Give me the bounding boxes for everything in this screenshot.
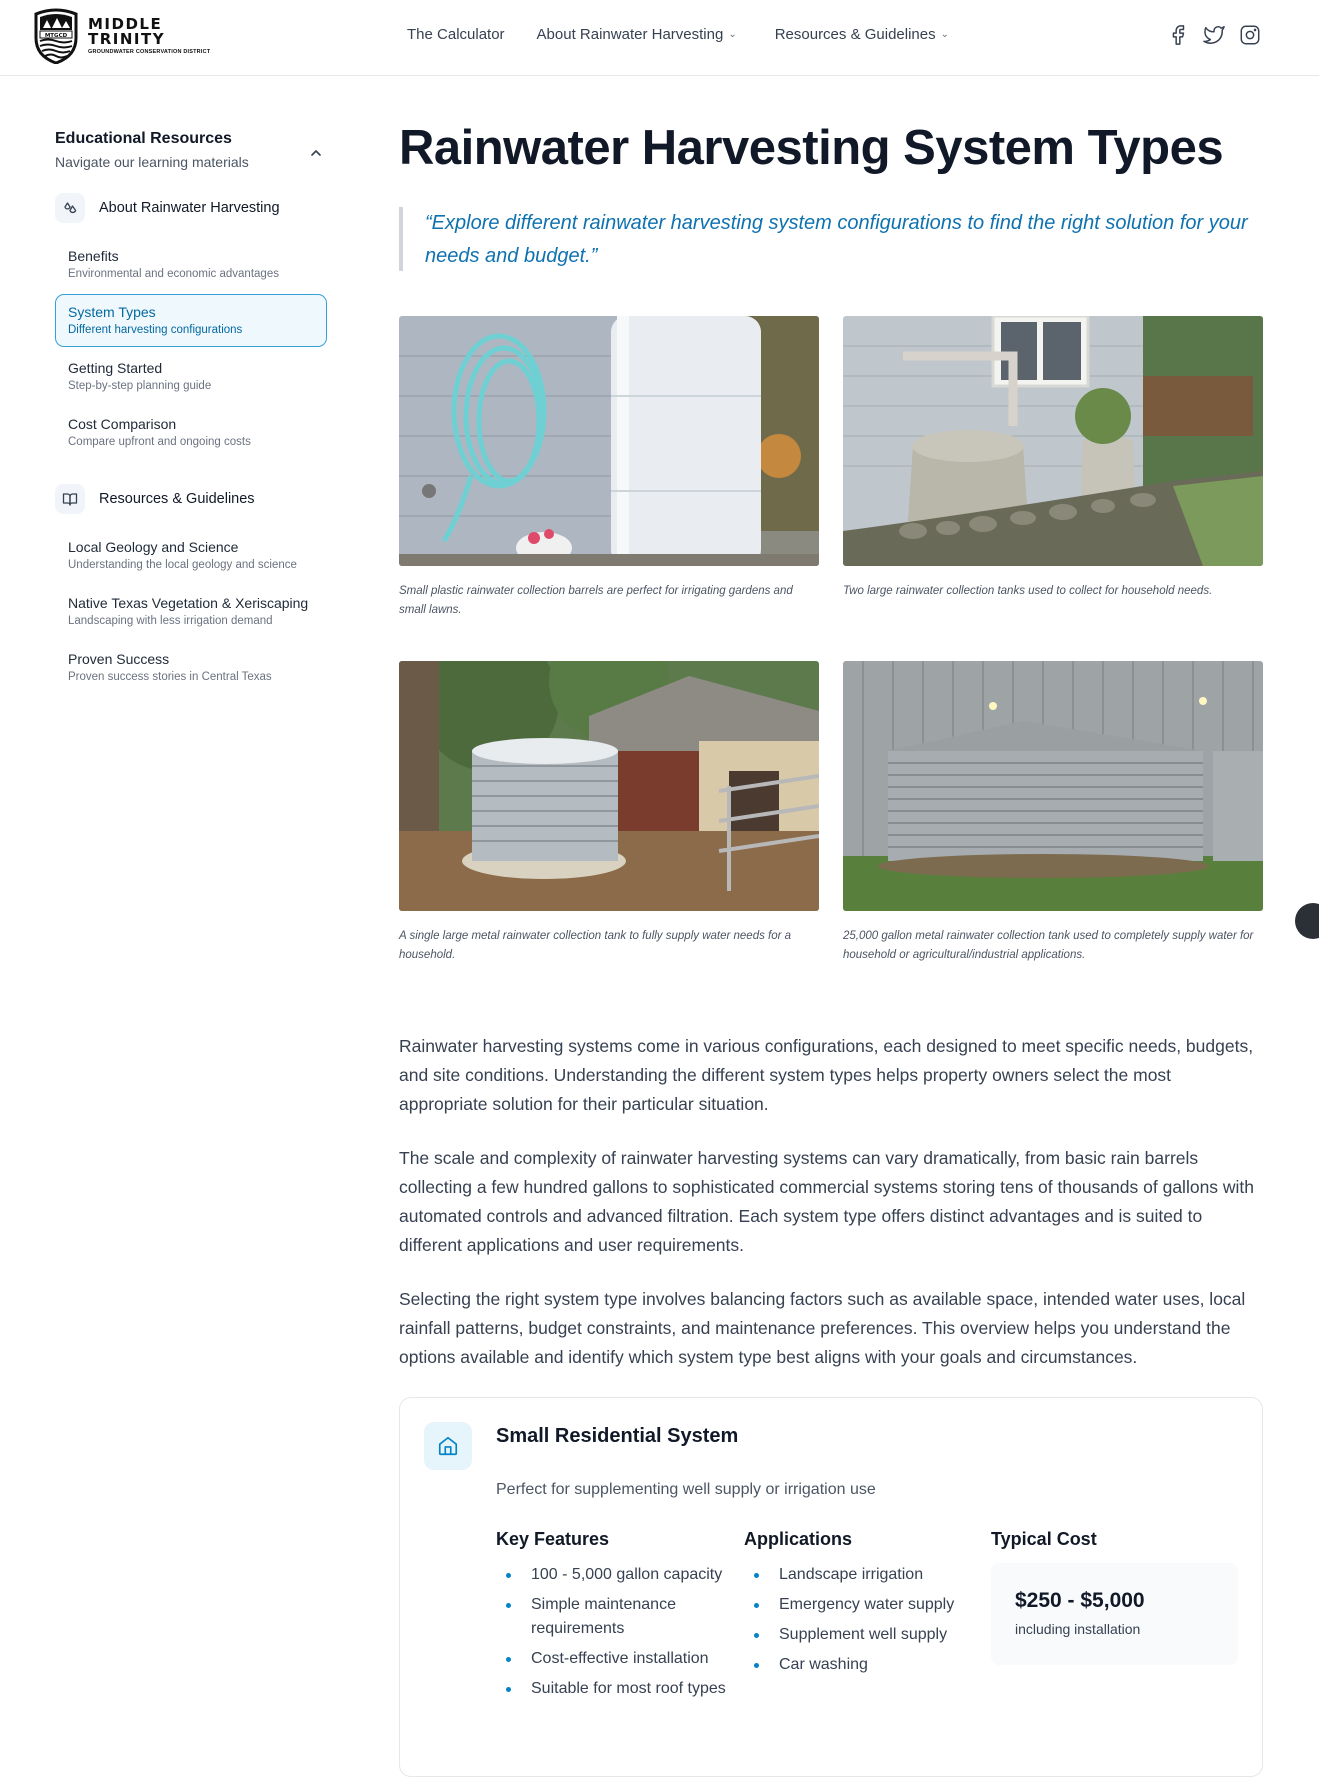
- nav-about-rainwater[interactable]: [537, 26, 737, 43]
- body-paragraph: The scale and complexity of rainwater harvesting systems can vary dramatically, from basic rain barrels collecting a few hundred gallons to sophisticated commercial systems storing tens of thousands of gallons with automated controls and advanced filtration. Each system type offers distinct advantages and is suited to different applications and user requirements.: [399, 1148, 1255, 1255]
- sidebar-item-cost-comparison[interactable]: [55, 406, 327, 459]
- list-item: Emergency water supply: [744, 1593, 984, 1617]
- sidebar-item-title: Local Geology and Science: [68, 539, 239, 555]
- logo-text-line2: TRINITY: [88, 30, 166, 48]
- sidebar-subtitle: Navigate our learning materials: [55, 154, 249, 170]
- figure-caption: 25,000 gallon metal rainwater collection tank used to completely supply water for household or agricultural/industrial applications.: [843, 930, 1254, 961]
- sidebar-item-title: Proven Success: [68, 651, 170, 667]
- main-nav: [407, 26, 949, 43]
- photo-household-tanks: [843, 316, 1263, 566]
- chevron-down-icon: ⌄: [728, 29, 737, 40]
- sidebar: [55, 130, 327, 697]
- water-drops-icon: [55, 193, 85, 223]
- sidebar-item-getting-started[interactable]: [55, 350, 327, 403]
- column-heading: Applications: [744, 1529, 853, 1549]
- sidebar-item-title: Native Texas Vegetation & Xeriscaping: [68, 595, 309, 611]
- feature-list: [496, 1563, 736, 1701]
- gallery-figure: [399, 661, 819, 965]
- sidebar-item-desc: Landscaping with less irrigation demand: [68, 615, 273, 627]
- body-paragraph: Rainwater harvesting systems come in various configurations, each designed to meet specific needs, budgets, and site conditions. Understanding the different system types helps property owners select the most appropriate solution for their particular situation.: [399, 1036, 1254, 1114]
- list-item: Cost-effective installation: [496, 1647, 736, 1671]
- gallery-figure: [843, 661, 1263, 965]
- sidebar-items-resources: [55, 529, 327, 694]
- sidebar-item-proven-success[interactable]: [55, 641, 327, 694]
- photo-large-metal-tank: [843, 661, 1263, 911]
- list-item: Landscape irrigation: [744, 1563, 984, 1587]
- home-icon: [424, 1422, 472, 1470]
- twitter-icon[interactable]: [1203, 24, 1225, 46]
- sidebar-item-title: Benefits: [68, 248, 119, 264]
- site-logo[interactable]: [32, 8, 210, 64]
- floating-widget-button[interactable]: [1295, 903, 1319, 939]
- photo-rain-barrel: [399, 316, 819, 566]
- figure-caption: A single large metal rainwater collection tank to fully supply water needs for a household.: [399, 930, 792, 961]
- sidebar-item-local-geology[interactable]: [55, 529, 327, 582]
- card-title: Small Residential System: [496, 1425, 739, 1447]
- figure-caption: Small plastic rainwater collection barrels are perfect for irrigating gardens and small lawns.: [399, 585, 793, 616]
- sidebar-item-desc: Proven success stories in Central Texas: [68, 671, 272, 683]
- cost-box: [991, 1563, 1238, 1665]
- column-heading: Key Features: [496, 1529, 610, 1549]
- sidebar-item-native-vegetation[interactable]: [55, 585, 327, 638]
- sidebar-item-desc: Step-by-step planning guide: [68, 380, 212, 392]
- sidebar-item-system-types[interactable]: [55, 294, 327, 347]
- quote-text: “Explore different rainwater harvesting system configurations to find the right solution for your needs and budget.”: [425, 212, 1248, 267]
- image-gallery: [399, 316, 1263, 966]
- nav-calculator[interactable]: [407, 26, 505, 43]
- sidebar-group-resources[interactable]: [55, 483, 327, 515]
- sidebar-group-label: Resources & Guidelines: [99, 491, 255, 507]
- sidebar-item-title: Getting Started: [68, 360, 163, 376]
- sidebar-header: [55, 130, 327, 182]
- logo-text-line1: MIDDLE: [88, 15, 163, 33]
- sidebar-item-desc: Different harvesting configurations: [68, 324, 243, 336]
- sidebar-item-title: Cost Comparison: [68, 416, 177, 432]
- logo-subtitle: GROUNDWATER CONSERVATION DISTRICT: [88, 49, 211, 55]
- gallery-figure: [843, 316, 1263, 601]
- nav-resources[interactable]: [775, 26, 949, 43]
- gallery-figure: [399, 316, 819, 620]
- list-item: Supplement well supply: [744, 1623, 984, 1647]
- nav-calculator-label: The Calculator: [407, 26, 505, 43]
- list-item: Simple maintenance requirements: [496, 1593, 736, 1641]
- instagram-icon[interactable]: [1239, 24, 1261, 46]
- sidebar-group-label: About Rainwater Harvesting: [99, 200, 280, 216]
- site-header: [0, 0, 1319, 76]
- sidebar-item-title: System Types: [68, 304, 156, 320]
- svg-text:MTGCD: MTGCD: [44, 33, 68, 39]
- body-paragraph: Selecting the right system type involves balancing factors such as available space, intended water uses, local rainfall patterns, budget constraints, and maintenance preferences. This overview helps you understand the options available and identify which system type best aligns with your goals and circumstances.: [399, 1289, 1246, 1367]
- list-item: Car washing: [744, 1653, 984, 1677]
- nav-resources-label: Resources & Guidelines: [774, 26, 936, 43]
- chevron-down-icon: ⌄: [940, 29, 950, 40]
- book-icon: [55, 484, 85, 514]
- system-card-small-residential: [399, 1397, 1263, 1777]
- sidebar-group-about[interactable]: [55, 192, 327, 224]
- chevron-up-icon[interactable]: [309, 146, 323, 160]
- figure-caption: Two large rainwater collection tanks used to collect for household needs.: [843, 585, 1213, 597]
- typical-cost-column: [991, 1529, 1231, 1665]
- list-item: 100 - 5,000 gallon capacity: [496, 1563, 736, 1587]
- photo-metal-tank-shed: [399, 661, 819, 911]
- sidebar-item-benefits[interactable]: [55, 238, 327, 291]
- sidebar-item-desc: Environmental and economic advantages: [68, 268, 279, 280]
- applications-column: [744, 1529, 984, 1683]
- list-item: Suitable for most roof types: [496, 1677, 736, 1701]
- sidebar-title: Educational Resources: [55, 130, 232, 147]
- key-features-column: [496, 1529, 736, 1707]
- district-seal-icon: [32, 8, 80, 64]
- sidebar-item-desc: Compare upfront and ongoing costs: [68, 436, 251, 448]
- application-list: [744, 1563, 984, 1677]
- card-description: Perfect for supplementing well supply or irrigation use: [496, 1481, 876, 1498]
- facebook-icon[interactable]: [1167, 24, 1189, 46]
- cost-note: including installation: [1015, 1621, 1141, 1637]
- sidebar-items-about: [55, 238, 327, 459]
- intro-quote: [399, 207, 1263, 271]
- column-heading: Typical Cost: [991, 1529, 1097, 1549]
- sidebar-item-desc: Understanding the local geology and science: [68, 559, 297, 571]
- main-content: [399, 118, 1263, 1777]
- social-links: [1167, 24, 1261, 46]
- page-title: Rainwater Harvesting System Types: [399, 121, 1224, 175]
- cost-value: $250 - $5,000: [1015, 1589, 1145, 1612]
- nav-about-label: About Rainwater Harvesting: [536, 26, 724, 43]
